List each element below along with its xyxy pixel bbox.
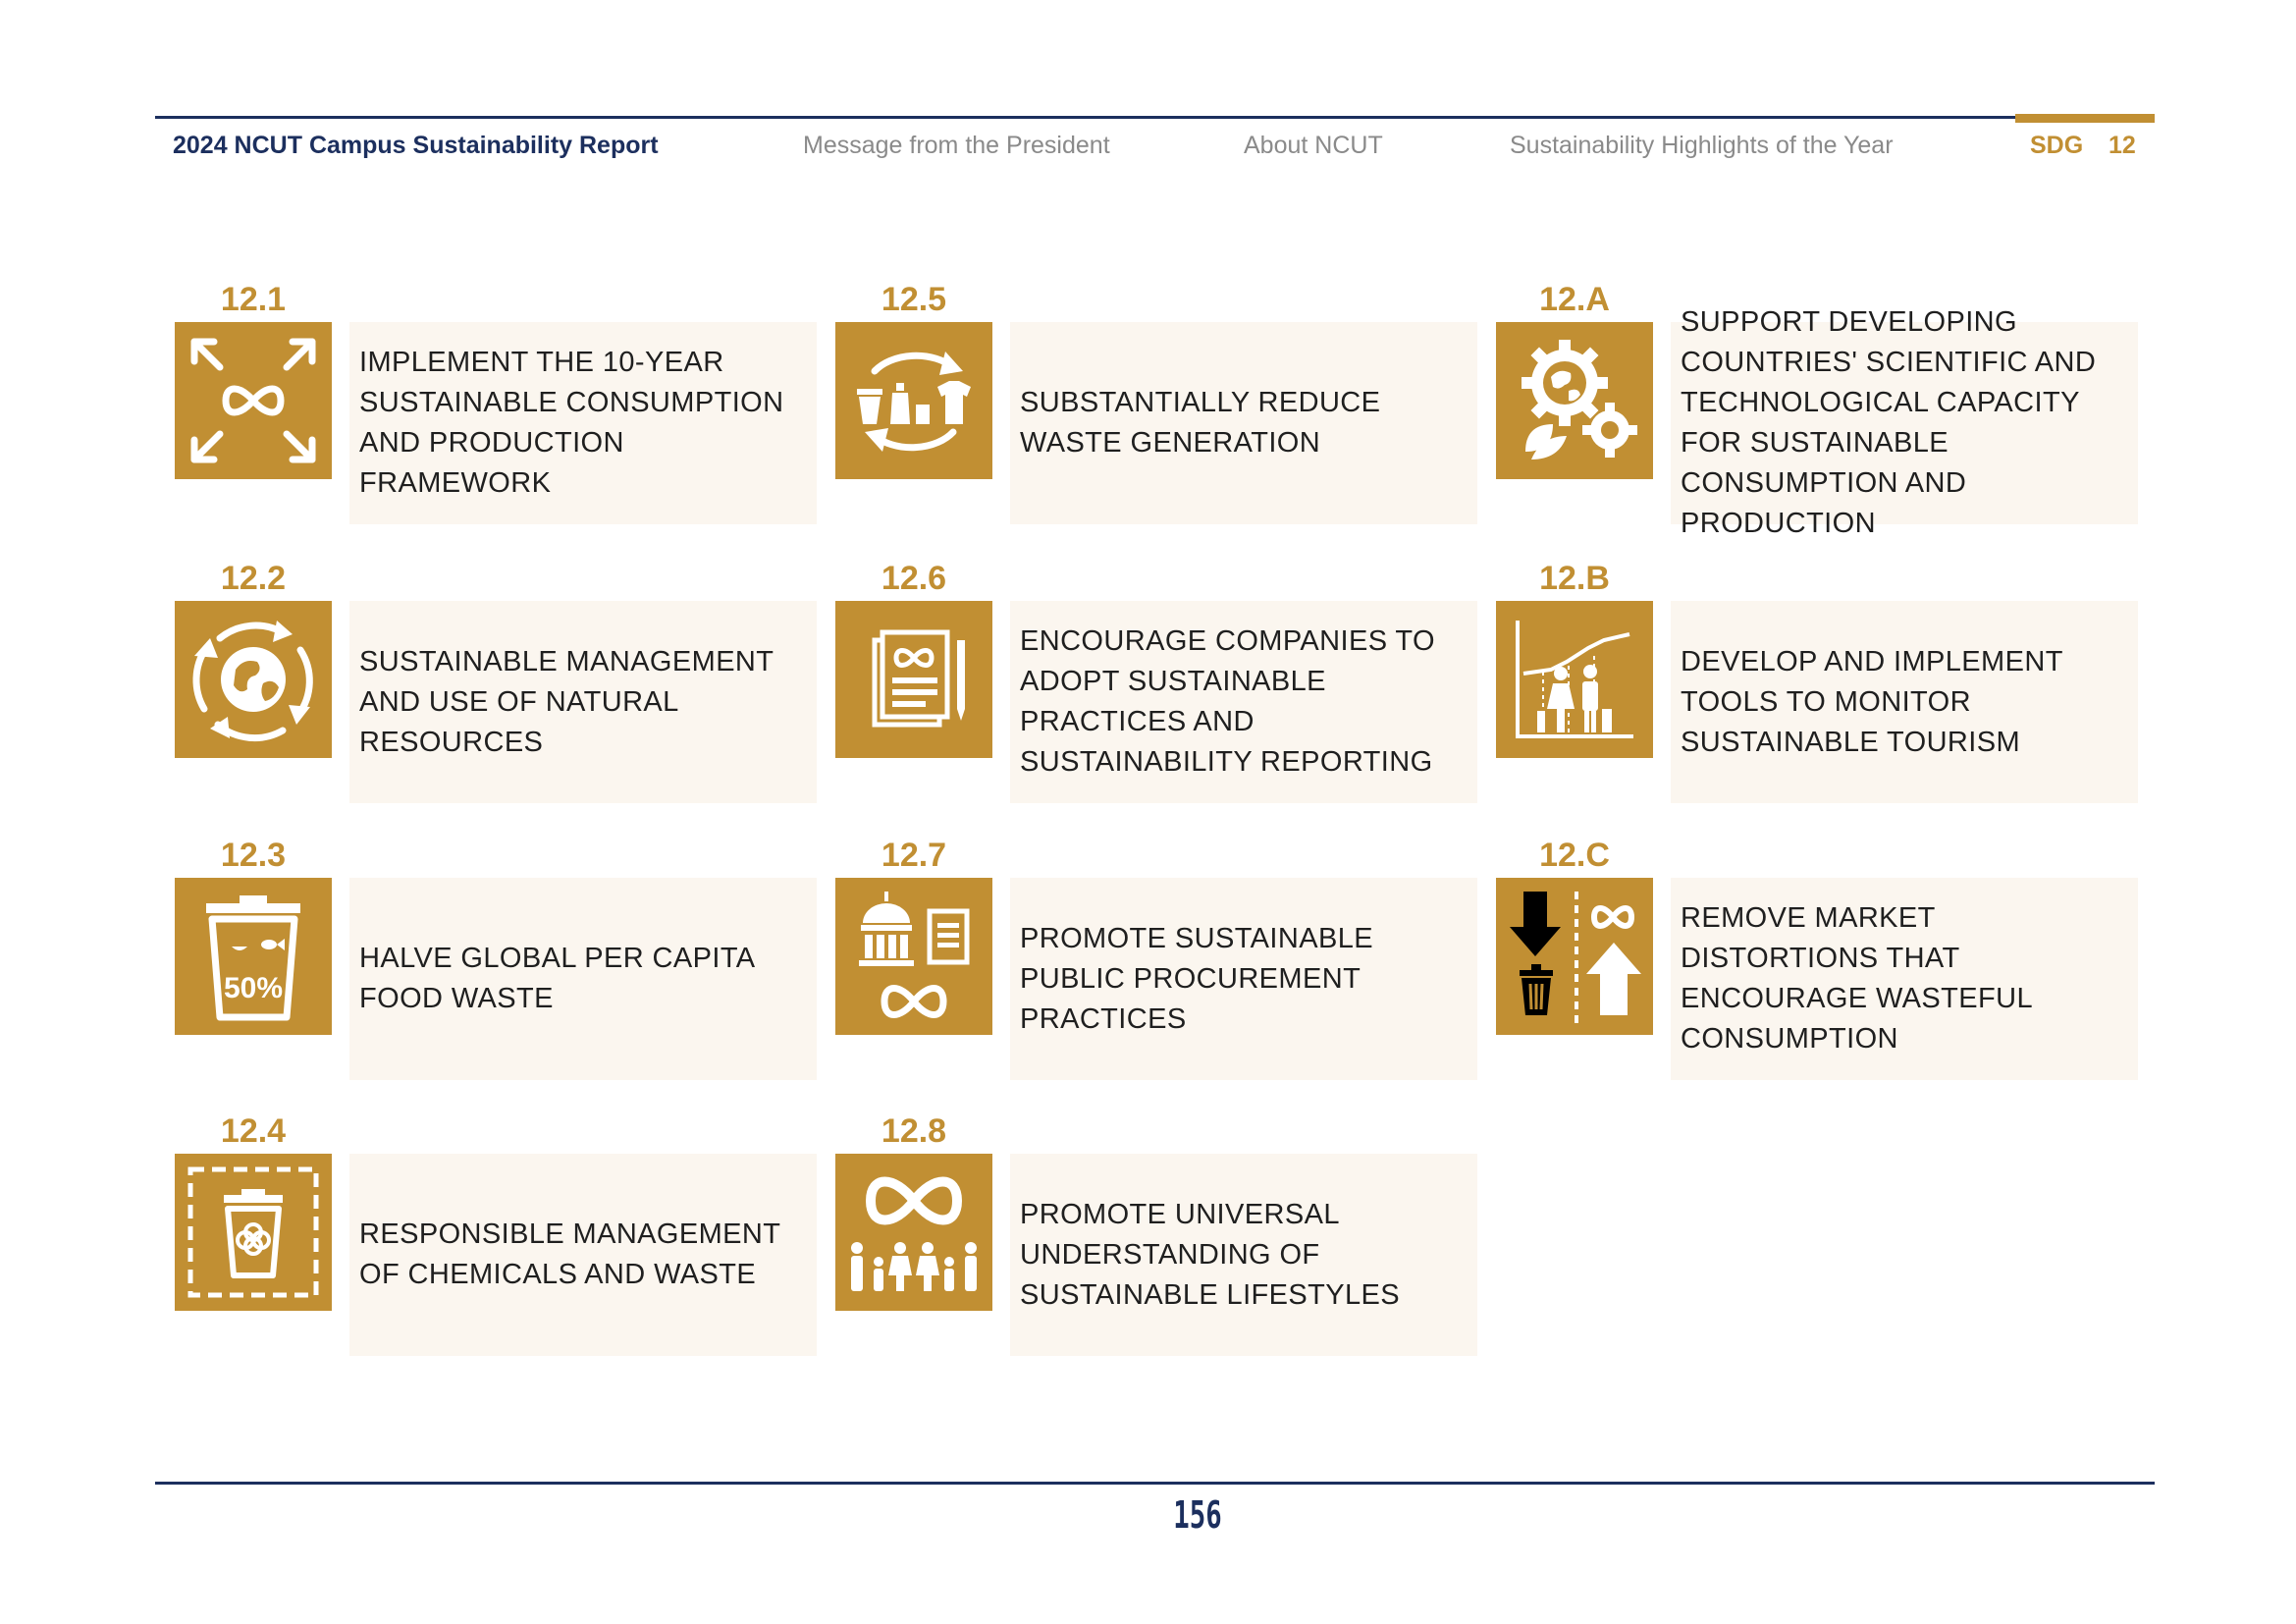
target-description: SUSTAINABLE MANAGEMENT AND USE OF NATURAL RESOURCES	[359, 645, 774, 758]
target-label: 12.3	[220, 837, 287, 874]
target-description: PROMOTE SUSTAINABLE PUBLIC PROCUREMENT PRACTICES	[1020, 922, 1373, 1035]
target-label: 12.5	[881, 281, 947, 318]
target-label: 12.7	[881, 837, 947, 874]
target-description: RESPONSIBLE MANAGEMENT OF CHEMICALS AND WASTE	[359, 1218, 780, 1290]
target-label: 12.4	[220, 1112, 287, 1150]
footer-rule	[155, 1482, 2155, 1485]
target-description-box	[1010, 601, 1477, 803]
target-12-c	[1496, 837, 2140, 1062]
expand-infinity-icon	[175, 322, 332, 479]
globe-cycle-icon	[175, 601, 332, 758]
target-12-a	[1496, 281, 2140, 539]
public-procurement-icon	[835, 878, 992, 1035]
lifestyle-people-icon	[835, 1154, 992, 1311]
target-description-box	[349, 322, 817, 524]
header-rule	[155, 116, 2015, 119]
target-label: 12.C	[1539, 837, 1610, 874]
target-description: HALVE GLOBAL PER CAPITA FOOD WASTE	[359, 943, 754, 1014]
recycle-waste-icon	[835, 322, 992, 479]
target-label: 12.6	[881, 560, 947, 597]
report-document-icon	[835, 601, 992, 758]
food-waste-bin-icon	[175, 878, 332, 1035]
target-description-box	[1671, 878, 2138, 1080]
target-description: PROMOTE UNIVERSAL UNDERSTANDING OF SUSTAINABLE LIFESTYLES	[1020, 1198, 1401, 1311]
sdg-section-label: SDG	[2030, 132, 2084, 159]
report-title: 2024 NCUT Campus Sustainability Report	[173, 132, 659, 159]
target-description: SUPPORT DEVELOPING COUNTRIES' SCIENTIFIC AND TECHNOLOGICAL CAPACITY FOR SUSTAINABLE CONSUMPTION AND PRODUCTION	[1681, 306, 2097, 539]
tourism-chart-icon	[1496, 601, 1653, 758]
nav-sustainability-highlights[interactable]: Sustainability Highlights of the Year	[1510, 132, 1894, 159]
market-distortion-icon	[1496, 878, 1653, 1035]
target-description: REMOVE MARKET DISTORTIONS THAT ENCOURAGE WASTEFUL CONSUMPTION	[1681, 902, 2032, 1055]
target-12-b	[1496, 560, 2140, 785]
target-description: ENCOURAGE COMPANIES TO ADOPT SUSTAINABLE PRACTICES AND SUSTAINABILITY REPORTING	[1020, 625, 1435, 778]
target-12-6	[835, 560, 1479, 785]
target-description-box	[1010, 1154, 1477, 1356]
target-description: DEVELOP AND IMPLEMENT TOOLS TO MONITOR SUSTAINABLE TOURISM	[1681, 645, 2063, 758]
target-12-5	[835, 281, 1479, 507]
target-label: 12.8	[881, 1112, 947, 1150]
page-number: 156	[1173, 1493, 1222, 1537]
header-accent-bar	[2015, 114, 2155, 123]
nav-about-ncut[interactable]: About NCUT	[1244, 132, 1383, 159]
target-label: 12.2	[220, 560, 287, 597]
target-description-box	[349, 1154, 817, 1356]
target-description-box	[1671, 601, 2138, 803]
target-description-box	[349, 601, 817, 803]
target-description-box	[1010, 322, 1477, 524]
target-12-2	[175, 560, 819, 785]
gears-globe-icon	[1496, 322, 1653, 479]
sdg-section-number: 12	[2109, 132, 2136, 159]
target-description: SUBSTANTIALLY REDUCE WASTE GENERATION	[1020, 387, 1381, 459]
nav-message-from-president[interactable]: Message from the President	[803, 132, 1110, 159]
target-description-box	[349, 878, 817, 1080]
target-description: IMPLEMENT THE 10-YEAR SUSTAINABLE CONSUMPTION AND PRODUCTION FRAMEWORK	[359, 347, 784, 499]
target-label: 12.1	[220, 281, 287, 318]
biohazard-bin-icon	[175, 1154, 332, 1311]
target-description-box	[1010, 878, 1477, 1080]
target-label: 12.B	[1539, 560, 1610, 597]
target-12-3	[175, 837, 819, 1062]
target-12-4	[175, 1112, 819, 1338]
fifty-percent-icon-text: 50%	[223, 972, 284, 1004]
target-12-8	[835, 1112, 1479, 1338]
target-12-1	[175, 281, 819, 507]
target-description-box	[1671, 306, 2138, 539]
target-label: 12.A	[1539, 281, 1610, 318]
target-12-7	[835, 837, 1479, 1062]
